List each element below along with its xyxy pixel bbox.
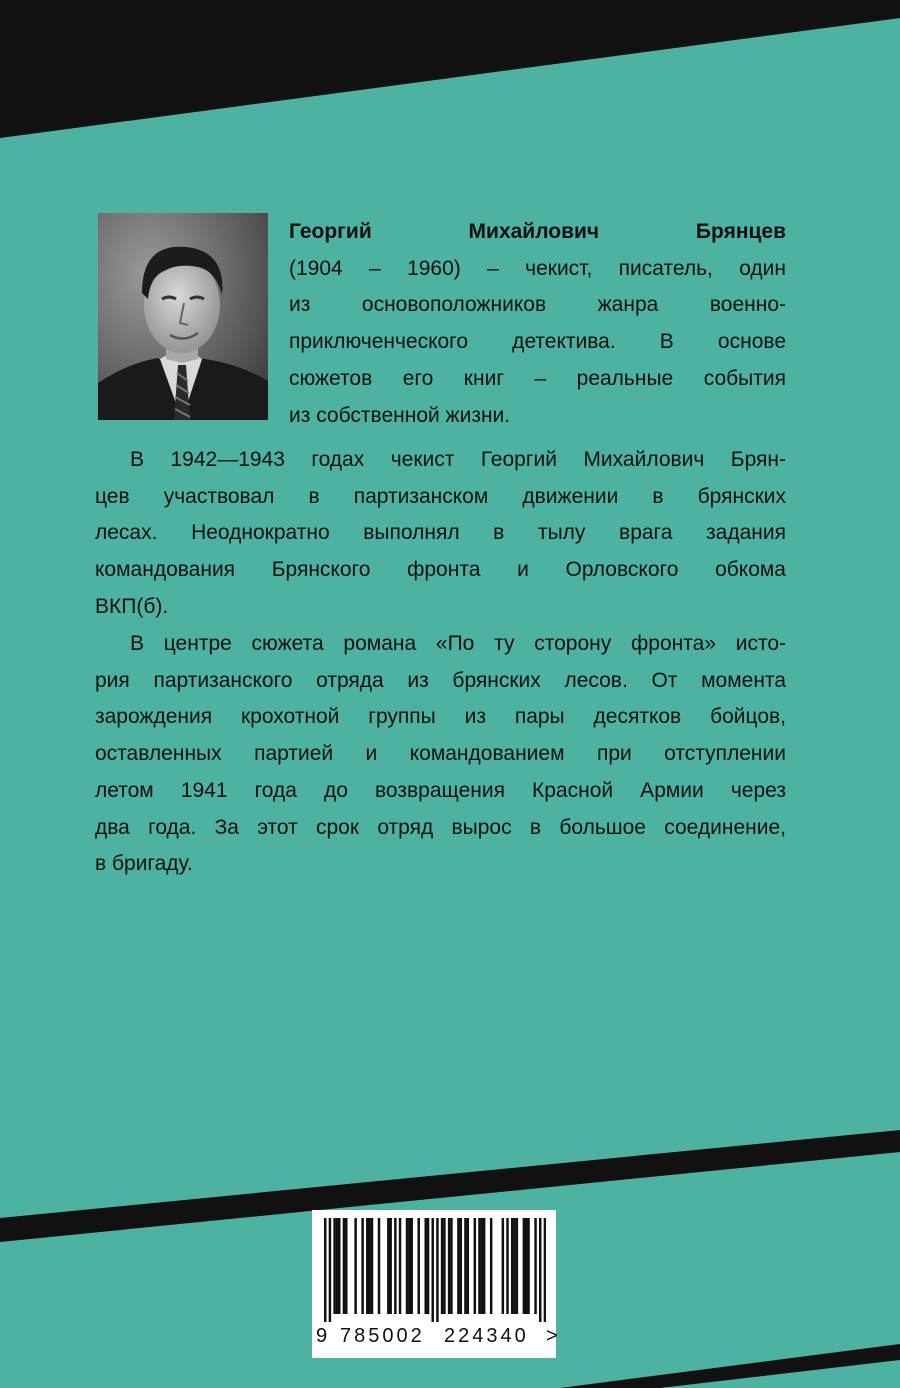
barcode-bar — [443, 1218, 445, 1314]
bio-line: сюжетов его книг – реальные события — [289, 366, 786, 390]
barcode-bar — [371, 1218, 373, 1314]
bio-line: приключенческого детектива. В основе — [289, 330, 786, 354]
barcode-bar — [417, 1218, 419, 1314]
paragraph-line: лесах. Неоднократно выполнял в тылу врага задания — [95, 521, 786, 545]
author-bio — [289, 214, 786, 434]
barcode-bar — [544, 1218, 546, 1322]
paragraph-line: командования Брянского фронта и Орловского обкома — [95, 558, 786, 582]
paragraph-line: цев участвовал в партизанском движении в брянских — [95, 484, 786, 508]
barcode-bar — [394, 1218, 396, 1314]
bio-line: из основоположников жанра военно- — [289, 293, 786, 317]
paragraph-line: в бригаду. — [95, 852, 193, 876]
isbn-left-group: 785002 — [340, 1325, 425, 1347]
barcode-bar — [511, 1218, 513, 1314]
paragraph-line: В 1942—1943 годах чекист Георгий Михайлович Брян- — [130, 448, 786, 471]
barcode-bar — [343, 1218, 345, 1314]
isbn-end-mark: > — [546, 1325, 558, 1347]
barcode-bar — [333, 1218, 335, 1314]
barcode-bar — [506, 1218, 508, 1314]
barcode-bar — [338, 1218, 340, 1314]
barcode-bar — [474, 1218, 476, 1314]
barcode-bar — [354, 1218, 356, 1314]
barcode-bar — [368, 1218, 370, 1314]
author-portrait-icon — [98, 213, 268, 420]
barcode-bar — [378, 1218, 380, 1314]
barcode-bar — [424, 1218, 426, 1314]
barcode-bar — [502, 1218, 504, 1314]
barcode-bar — [490, 1218, 492, 1314]
barcode-bar — [408, 1218, 410, 1314]
isbn-number — [316, 1323, 556, 1353]
barcode-bar — [478, 1218, 480, 1314]
paragraph-line: В центре сюжета романа «По ту сторону фронта» исто- — [130, 632, 786, 655]
paragraph-line: оставленных партией и командованием при отступлении — [95, 742, 786, 766]
barcode-bar — [361, 1218, 363, 1314]
barcode-bar — [483, 1218, 485, 1314]
barcode-bars — [324, 1218, 546, 1322]
top-stripe-decoration — [0, 0, 900, 140]
isbn-lead-digit: 9 — [316, 1325, 328, 1347]
paragraph-line: два года. За этот срок отряд вырос в большое соединение, — [95, 815, 786, 839]
barcode-bar — [427, 1218, 429, 1314]
barcode-bar — [523, 1218, 525, 1314]
paragraph-line: ВКП(б). — [95, 594, 169, 618]
barcode-bar — [448, 1218, 450, 1314]
paragraph-novel-summary — [95, 626, 786, 883]
barcode-bar — [410, 1218, 412, 1314]
barcode-bar — [525, 1218, 527, 1314]
barcode-bar — [436, 1218, 438, 1322]
barcode-bar — [460, 1218, 462, 1314]
isbn-barcode — [312, 1210, 556, 1358]
barcode-bar — [481, 1218, 483, 1314]
barcode-bar — [539, 1218, 541, 1322]
barcode-bar — [467, 1218, 469, 1314]
barcode-bar — [441, 1218, 443, 1314]
barcode-bar — [336, 1218, 338, 1314]
barcode-bar — [527, 1218, 529, 1314]
barcode-bar — [431, 1218, 433, 1322]
isbn-right-group: 224340 — [444, 1325, 529, 1347]
barcode-bar — [389, 1218, 391, 1314]
paragraph-line: рия партизанского отряда из брянских лесов. От момента — [95, 668, 786, 692]
author-photo — [98, 213, 268, 420]
barcode-bar — [406, 1218, 408, 1314]
barcode-bar — [534, 1218, 536, 1314]
barcode-bar — [399, 1218, 401, 1314]
paragraph-line: зарождения крохотной группы из пары десятков бойцов, — [95, 705, 786, 729]
bio-line: (1904 – 1960) – чекист, писатель, один — [289, 256, 786, 280]
barcode-bar — [464, 1218, 466, 1314]
barcode-bar — [516, 1218, 518, 1314]
author-name: Георгий Михайлович Брянцев — [289, 220, 786, 243]
barcode-bar — [345, 1218, 347, 1314]
author-name-line — [289, 214, 786, 251]
paragraph-partisan-history — [95, 442, 786, 626]
paragraph-line: летом 1941 года до возвращения Красной Армии через — [95, 778, 786, 802]
barcode-bar — [324, 1218, 326, 1322]
barcode-bar — [387, 1218, 389, 1314]
bio-line: из собственной жизни. — [289, 403, 511, 427]
barcode-bar — [450, 1218, 452, 1314]
barcode-bar — [366, 1218, 368, 1314]
barcode-bar — [329, 1218, 331, 1322]
barcode-bar — [513, 1218, 515, 1314]
barcode-bar — [457, 1218, 459, 1314]
